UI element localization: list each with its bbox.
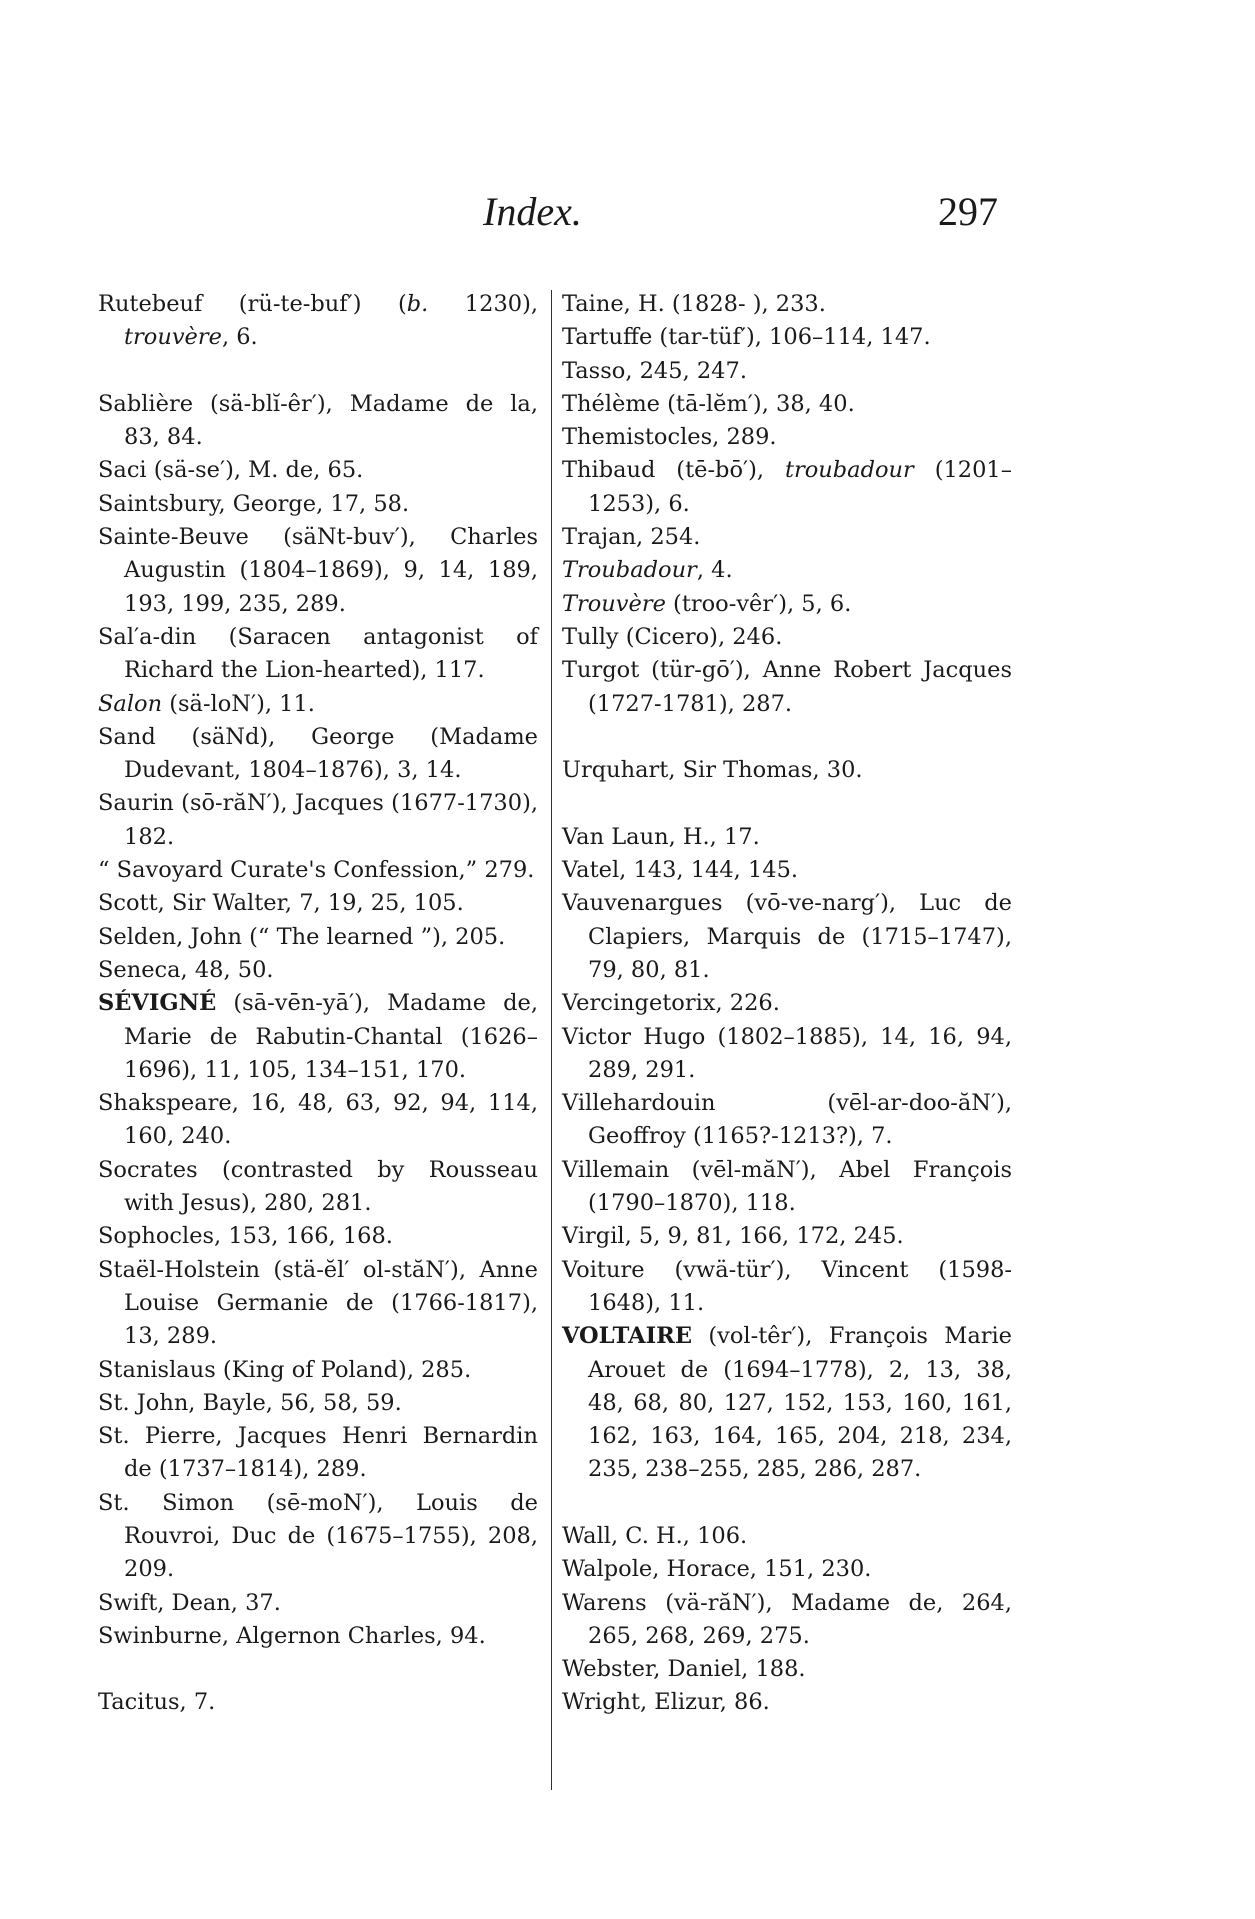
- entry-text: Themistocles, 289.: [562, 424, 777, 451]
- entry-text: Saintsbury, George, 17, 58.: [98, 490, 410, 517]
- letter-group-gap: [98, 355, 538, 388]
- entry-text: Shakspeare, 16, 48, 63, 92, 94, 114, 160, 240.: [98, 1090, 538, 1150]
- index-entry: [98, 1354, 538, 1387]
- entry-text: Stanislaus (King of Poland), 285.: [98, 1356, 472, 1383]
- index-entry: [562, 887, 1012, 987]
- letter-group-gap: [562, 1487, 1012, 1520]
- letter-group-gap: [98, 1653, 538, 1686]
- index-entry: [562, 987, 1012, 1020]
- entry-text: (sä-loN′), 11.: [162, 690, 315, 717]
- running-head-title: Index.: [483, 189, 582, 234]
- entry-text: Sand (säNd), George (Madame Dudevant, 1804–1876), 3, 14.: [98, 723, 538, 784]
- index-entry: [98, 521, 538, 621]
- index-entry: [98, 1686, 538, 1719]
- index-entry: [562, 854, 1012, 887]
- index-entry: [98, 1254, 538, 1354]
- entry-text: trouvère: [124, 324, 222, 351]
- entry-text: Van Laun, H., 17.: [562, 823, 760, 850]
- entry-text: Voiture (vwä-tür′), Vincent (1598-1648), 11.: [562, 1256, 1012, 1316]
- entry-text: Rutebeuf (rü-te-buf′) (: [98, 291, 407, 317]
- entry-text: Trajan, 254.: [562, 524, 701, 551]
- index-entry: [98, 1220, 538, 1253]
- entry-text: Swinburne, Algernon Charles, 94.: [98, 1622, 486, 1649]
- index-entry: [562, 454, 1012, 521]
- entry-text: Saurin (sō-răN′), Jacques (1677-1730), 182.: [98, 790, 538, 850]
- entry-text: Selden, John (“ The learned ”), 205.: [98, 923, 506, 950]
- entry-text: Salon: [98, 690, 163, 717]
- entry-text: (troo-vêr′), 5, 6.: [665, 590, 852, 617]
- index-entry: [562, 388, 1012, 421]
- entry-text: Tartuffe (tar-tüf′), 106–114, 147.: [562, 324, 931, 351]
- entry-text: Socrates (contrasted by Rousseau with Jesus), 280, 281.: [98, 1156, 538, 1217]
- entry-text: troubadour: [784, 457, 914, 484]
- index-entry: [562, 1154, 1012, 1221]
- entry-text: Wright, Elizur, 86.: [562, 1689, 770, 1716]
- index-entry: [562, 1653, 1012, 1686]
- index-entry: [562, 554, 1012, 587]
- index-entry: [98, 1387, 538, 1420]
- entry-text: St. John, Bayle, 56, 58, 59.: [98, 1389, 402, 1416]
- entry-text: Thélème (tā-lĕm′), 38, 40.: [562, 390, 855, 417]
- entry-text: Warens (vä-răN′), Madame de, 264, 265, 268, 269, 275.: [562, 1589, 1012, 1649]
- index-entry: [98, 1154, 538, 1221]
- index-entry: [562, 1587, 1012, 1654]
- entry-text: Sainte-Beuve (säNt-buv′), Charles Augustin (1804–1869), 9, 14, 189, 193, 199, 235, 289.: [98, 524, 538, 617]
- entry-text: , 6.: [221, 324, 258, 351]
- entry-text: b.: [406, 291, 429, 317]
- entry-text: Tully (Cicero), 246.: [562, 623, 783, 650]
- index-entry: [98, 688, 538, 721]
- entry-text: Tacitus, 7.: [98, 1689, 216, 1716]
- index-entry: [562, 1553, 1012, 1586]
- entry-text: 1230),: [428, 291, 538, 317]
- index-entry: [98, 1420, 538, 1487]
- entry-text: (sā-vēn-yā′), Madame de, Marie de Rabutin-Chantal (1626–1696), 11, 105, 134–151, 170.: [124, 990, 538, 1083]
- index-column-left: [98, 288, 538, 1720]
- index-entry: [98, 1487, 538, 1587]
- index-entry: [562, 521, 1012, 554]
- index-entry: [98, 288, 538, 355]
- index-entry: [562, 355, 1012, 388]
- index-entry: [98, 1587, 538, 1620]
- column-divider: [551, 290, 552, 1790]
- index-entry: [98, 454, 538, 487]
- index-entry: [562, 1220, 1012, 1253]
- entry-text: Villehardouin (vēl-ar-doo-ăN′), Geoffroy (1165?-1213?), 7.: [562, 1090, 1012, 1150]
- entry-text: Vercingetorix, 226.: [562, 990, 780, 1017]
- entry-text: Wall, C. H., 106.: [562, 1522, 748, 1549]
- index-entry: [562, 321, 1012, 354]
- index-entry: [562, 1254, 1012, 1321]
- entry-text: Walpole, Horace, 151, 230.: [562, 1556, 872, 1583]
- entry-text: Turgot (tür-gō′), Anne Robert Jacques (1727-1781), 287.: [562, 657, 1012, 717]
- index-entry: [562, 654, 1012, 721]
- index-entry: [562, 821, 1012, 854]
- entry-text: Villemain (vēl-măN′), Abel François (1790–1870), 118.: [562, 1156, 1012, 1217]
- entry-text: Tasso, 245, 247.: [562, 357, 747, 384]
- index-entry: [562, 1520, 1012, 1553]
- index-entry: [98, 954, 538, 987]
- entry-text: , 4.: [696, 557, 733, 584]
- page-number: 297: [938, 189, 998, 234]
- entry-text: Sal′a-din (Saracen antagonist of Richard the Lion-hearted), 117.: [98, 623, 538, 684]
- index-entry: [562, 588, 1012, 621]
- index-entry: [98, 1620, 538, 1653]
- index-entry: [98, 488, 538, 521]
- index-entry: [98, 1087, 538, 1154]
- entry-text: Seneca, 48, 50.: [98, 956, 274, 983]
- index-column-right: [562, 288, 1012, 1720]
- index-entry: [98, 854, 538, 887]
- index-entry: [98, 388, 538, 455]
- entry-text: (1201–1253), 6.: [588, 457, 1012, 517]
- entry-text: Taine, H. (1828- ), 233.: [562, 291, 826, 317]
- entry-text: Webster, Daniel, 188.: [562, 1656, 806, 1683]
- entry-text: Vauvenargues (vō-ve-narg′), Luc de Clapiers, Marquis de (1715–1747), 79, 80, 81.: [562, 890, 1012, 983]
- entry-text: Scott, Sir Walter, 7, 19, 25, 105.: [98, 890, 464, 917]
- entry-text: SÉVIGNÉ: [98, 990, 217, 1017]
- entry-text: Thibaud (tē-bō′),: [562, 457, 785, 484]
- entry-text: Sablière (sä-blĭ-êr′), Madame de la, 83, 84.: [98, 390, 538, 451]
- entry-text: Trouvère: [562, 590, 666, 617]
- index-entry: [98, 987, 538, 1087]
- entry-text: St. Simon (sē-moN′), Louis de Rouvroi, Duc de (1675–1755), 208, 209.: [98, 1489, 538, 1583]
- entry-text: Urquhart, Sir Thomas, 30.: [562, 757, 863, 784]
- entry-text: Virgil, 5, 9, 81, 166, 172, 245.: [562, 1223, 904, 1250]
- entry-text: (vol-têr′), François Marie Arouet de (1694–1778), 2, 13, 38, 48, 68, 80, 127, 152, 153, 160, 161, 162, 163, 164, 165, 204, 218, 234, 235, 238–255, 285, 286, 287.: [588, 1323, 1012, 1483]
- index-entry: [562, 621, 1012, 654]
- entry-text: VOLTAIRE: [562, 1323, 692, 1350]
- index-entry: [562, 1021, 1012, 1088]
- index-entry: [562, 754, 1012, 787]
- index-entry: [562, 1087, 1012, 1154]
- index-entry: [98, 621, 538, 688]
- entry-text: Sophocles, 153, 166, 168.: [98, 1223, 393, 1250]
- entry-text: St. Pierre, Jacques Henri Bernardin de (1737–1814), 289.: [98, 1423, 538, 1483]
- index-entry: [562, 288, 1012, 321]
- letter-group-gap: [562, 787, 1012, 820]
- entry-text: Vatel, 143, 144, 145.: [562, 857, 799, 884]
- entry-text: Troubadour: [562, 557, 697, 584]
- index-entry: [98, 721, 538, 788]
- page-header: [98, 188, 998, 248]
- entry-text: Victor Hugo (1802–1885), 14, 16, 94, 289, 291.: [562, 1023, 1012, 1083]
- index-entry: [562, 1320, 1012, 1486]
- entry-text: Staël-Holstein (stä-ĕl′ ol-stăN′), Anne Louise Germanie de (1766-1817), 13, 289.: [98, 1256, 538, 1350]
- index-entry: [98, 787, 538, 854]
- entry-text: “ Savoyard Curate's Confession,” 279.: [98, 857, 535, 884]
- entry-text: Swift, Dean, 37.: [98, 1589, 281, 1616]
- index-entry: [562, 1686, 1012, 1719]
- index-entry: [98, 887, 538, 920]
- index-entry: [562, 421, 1012, 454]
- index-entry: [98, 921, 538, 954]
- letter-group-gap: [562, 721, 1012, 754]
- entry-text: Saci (sä-se′), M. de, 65.: [98, 457, 364, 484]
